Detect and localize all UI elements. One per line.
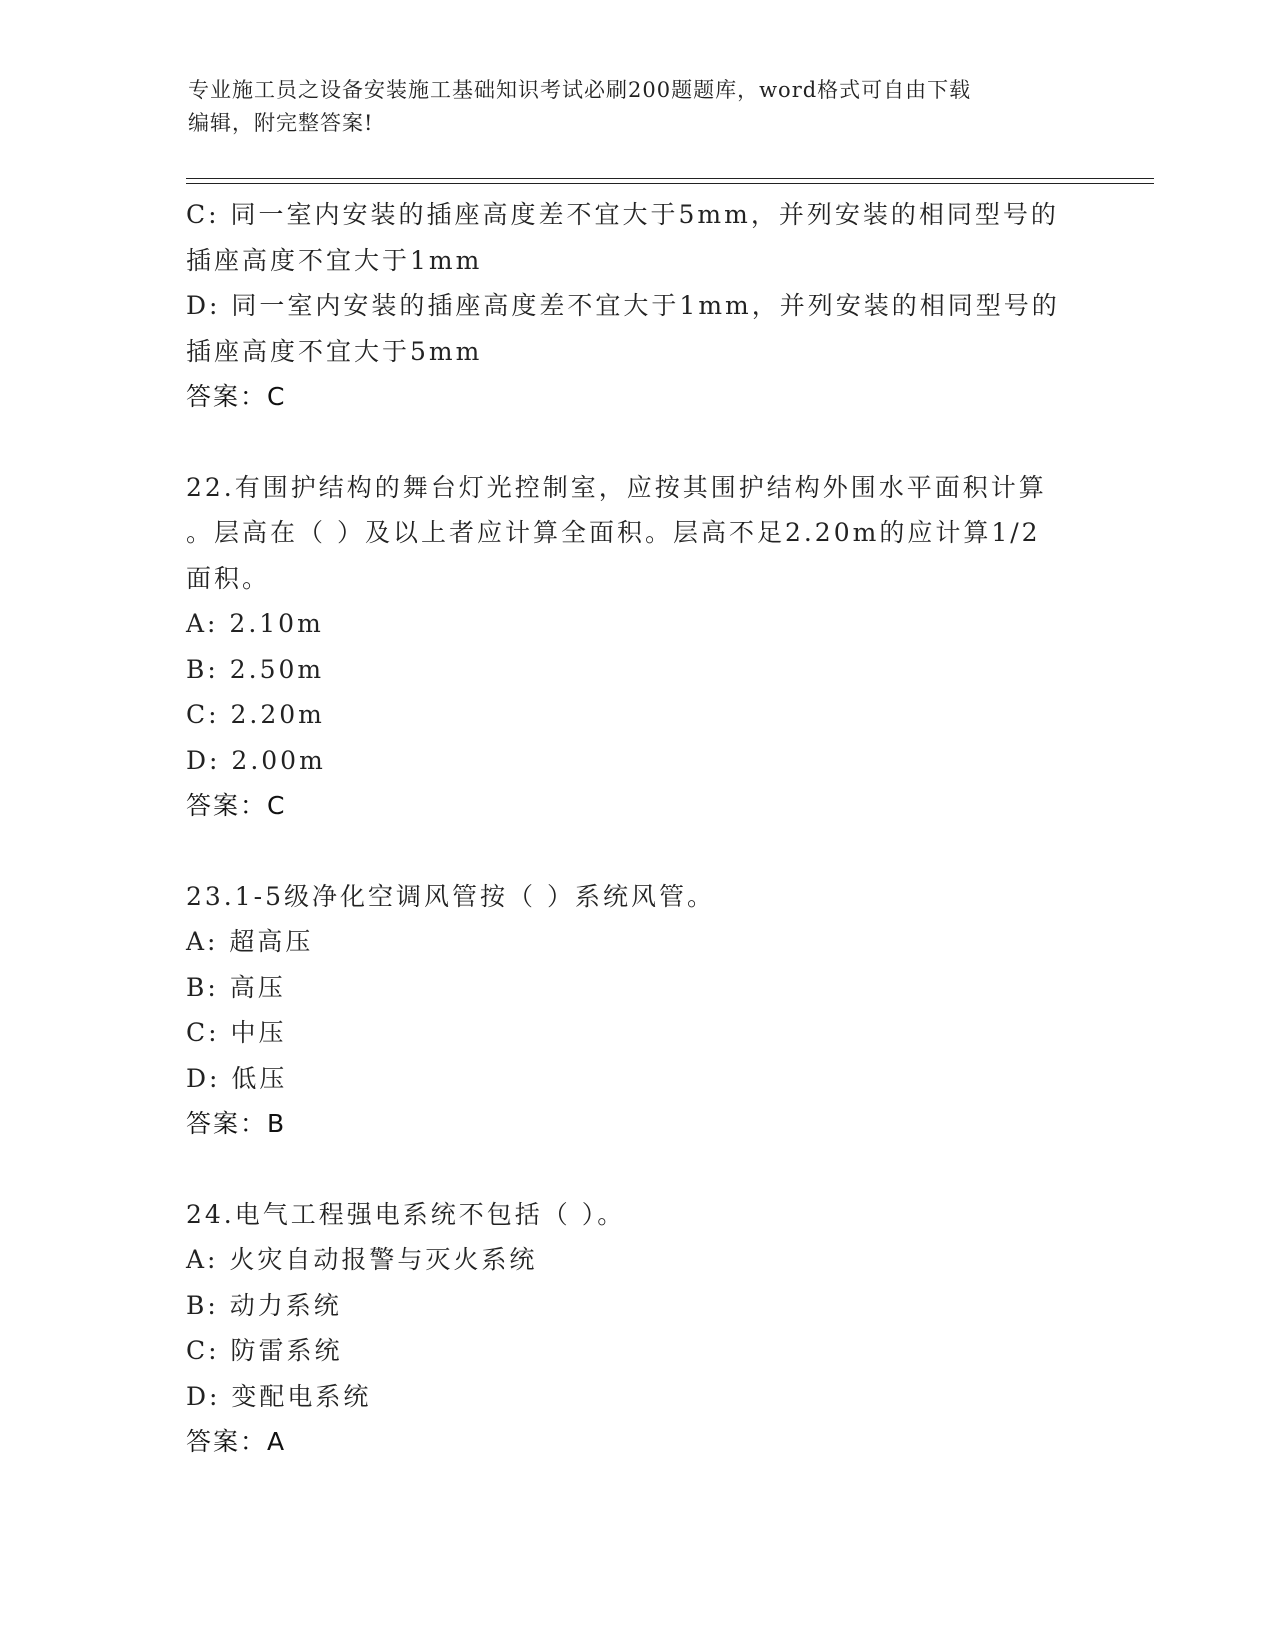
question-23-option-b: B: 高压 [186,972,286,1002]
question-spacer [186,420,1086,465]
header-rule-bottom [186,183,1154,184]
question-24-stem-line-1: 24.电气工程强电系统不包括（ ）。 [186,1199,626,1229]
question-23-option-d: D: 低压 [186,1063,288,1093]
question-22-stem-line-3: 面积。 [186,563,271,593]
question-22-option-c: C: 2.20m [186,700,325,729]
question-23-option-c: C: 中压 [186,1018,287,1047]
question-22 [186,465,1086,829]
question-22-option-a: A: 2.10m [186,609,324,638]
question-24-option-c: C: 防雷系统 [186,1336,343,1365]
question-22-option-d: D: 2.00m [186,745,326,775]
question-23 [186,874,1086,1147]
answer-22: 答案：C [186,791,287,820]
document-header [188,74,1088,140]
option-d-line-1: D: 同一室内安装的插座高度差不宜大于1mm，并列安装的相同型号的 [186,291,1060,320]
answer-24: 答案：A [186,1427,287,1456]
question-23-option-a: A: 超高压 [186,927,314,956]
question-22-stem-line-2: 。层高在（ ）及以上者应计算全面积。层高不足2.20m的应计算1/2 [186,518,1041,547]
question-24 [186,1192,1086,1465]
option-c-line-2: 插座高度不宜大于1mm [186,245,483,275]
header-line-1: 专业施工员之设备安装施工基础知识考试必刷200题题库，word格式可自由下载 [188,78,972,102]
option-d-line-2: 插座高度不宜大于5mm [186,336,483,366]
answer-23: 答案：B [186,1109,287,1138]
question-22-stem-line-1: 22.有围护结构的舞台灯光控制室，应按其围护结构外围水平面积计算 [186,472,1047,502]
question-21-tail [186,192,1086,420]
header-rule-top [186,178,1154,179]
header-line-2: 编辑，附完整答案! [188,111,374,135]
answer-21: 答案：C [186,382,287,411]
question-23-stem-line-1: 23.1-5级净化空调风管按（ ）系统风管。 [186,881,715,911]
option-c-line-1: C: 同一室内安装的插座高度差不宜大于5mm，并列安装的相同型号的 [186,200,1059,229]
question-22-option-b: B: 2.50m [186,654,325,684]
question-24-option-a: A: 火灾自动报警与灭火系统 [186,1245,538,1274]
question-spacer [186,1147,1086,1192]
question-24-option-b: B: 动力系统 [186,1290,342,1320]
question-24-option-d: D: 变配电系统 [186,1381,372,1411]
question-spacer [186,829,1086,874]
question-content [186,192,1086,1465]
